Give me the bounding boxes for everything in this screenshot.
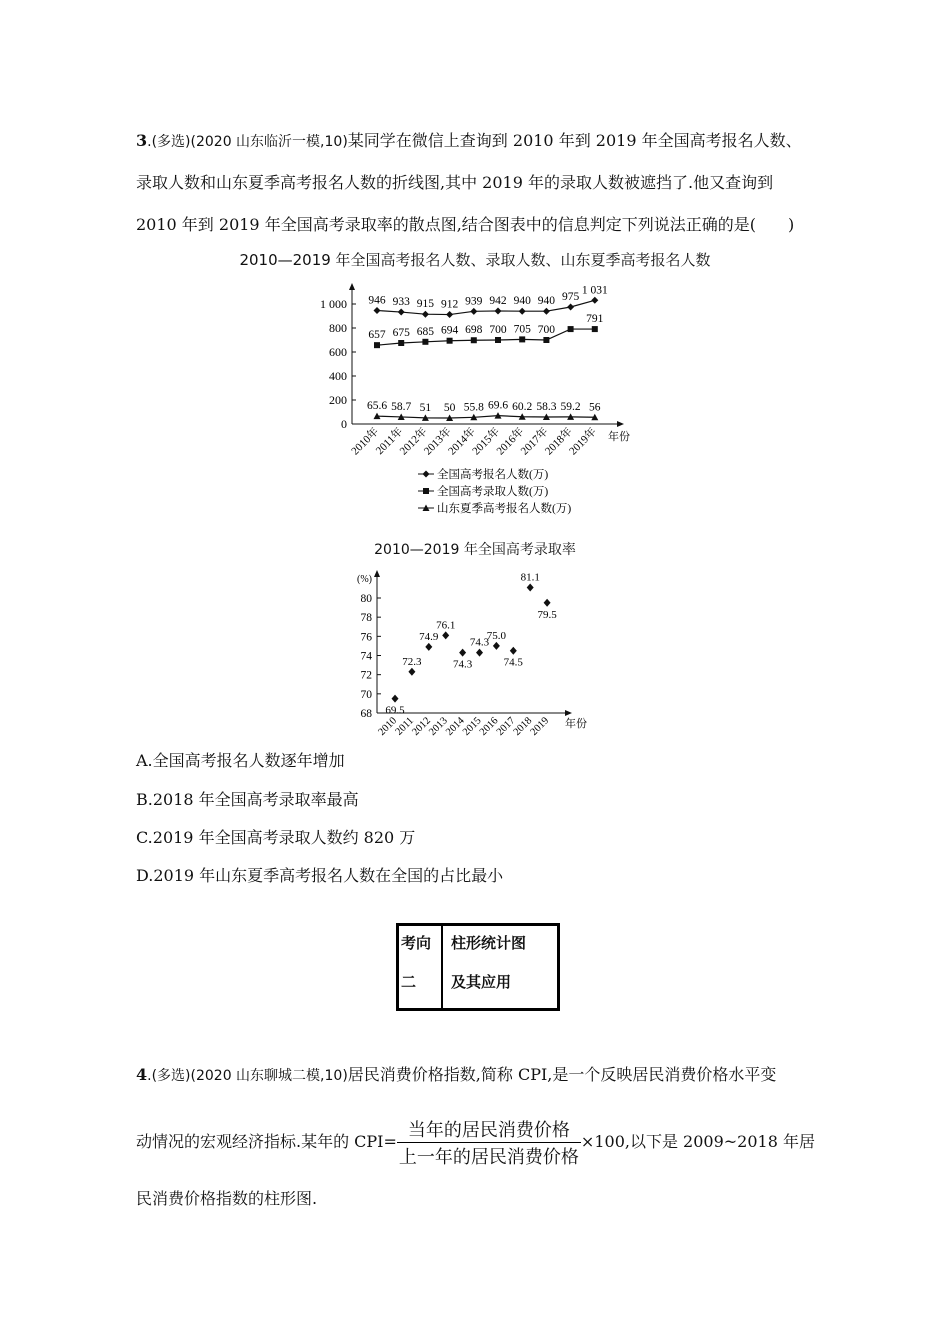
data-label: 940 xyxy=(537,295,556,308)
data-label: 60.2 xyxy=(512,400,533,413)
data-label: 705 xyxy=(513,323,531,336)
x-tick-label: 2019 xyxy=(528,715,552,738)
x-tick-label: 2018 xyxy=(511,715,535,738)
data-point xyxy=(425,643,432,651)
q4-text-2a: 动情况的宏观经济指标.某年的 CPI= xyxy=(136,1132,397,1151)
data-point xyxy=(543,308,550,315)
data-label: 58.3 xyxy=(536,401,557,414)
x-axis-arrow xyxy=(617,421,624,427)
x-tick-label: 2019年 xyxy=(567,425,599,458)
series-line xyxy=(377,416,595,418)
topic-label: 考向 xyxy=(401,934,432,952)
data-point xyxy=(567,304,574,311)
data-label: 56 xyxy=(589,401,601,414)
data-point xyxy=(510,647,517,655)
q4-line3: 民消费价格指数的柱形图. xyxy=(136,1189,318,1208)
data-point xyxy=(544,599,551,607)
data-point xyxy=(374,342,380,348)
y-tick-label: 70 xyxy=(360,688,372,701)
q4-text-2b: ×100,以下是 2009~2018 年居 xyxy=(580,1132,815,1151)
data-label: 69.6 xyxy=(487,399,509,412)
data-point xyxy=(495,337,501,343)
data-point xyxy=(493,642,500,650)
data-point xyxy=(568,326,574,332)
data-point xyxy=(495,307,502,314)
q3-number: 3 xyxy=(136,131,148,150)
q4-source: (2020 山东聊城二模,10) xyxy=(190,1068,348,1084)
data-label: 50 xyxy=(443,402,456,414)
scatter-chart-title: 2010—2019 年全国高考录取率 xyxy=(374,542,576,558)
y-tick-label: 68 xyxy=(360,708,372,720)
data-label: 685 xyxy=(416,325,435,338)
cpi-denominator: 上一年的居民消费价格 xyxy=(398,1147,579,1168)
data-point xyxy=(422,311,429,318)
topic-table-cell-2 xyxy=(442,925,559,1010)
data-label: 59.2 xyxy=(560,400,581,413)
x-tick-label: 2017 xyxy=(494,715,518,738)
q3-option-d: D.2019 年山东夏季高考报名人数在全国的占比最小 xyxy=(136,866,504,885)
y-tick-label: 800 xyxy=(329,321,347,335)
data-point xyxy=(398,340,404,346)
x-tick-label: 2011年 xyxy=(373,425,406,458)
q3-line3: 2010 年到 2019 年全国高考录取率的散点图,结合图表中的信息判定下列说法正确的是( ) xyxy=(136,215,795,234)
line-chart xyxy=(300,280,660,520)
y-axis-label: (%) xyxy=(357,574,372,585)
legend-marker xyxy=(423,471,430,478)
topic-table-cell-1 xyxy=(398,925,443,1010)
q4-tag: .(多选) xyxy=(147,1068,191,1084)
x-axis-arrow xyxy=(565,710,572,716)
x-axis-label: 年份 xyxy=(565,718,587,730)
legend-entry: 全国高考录取人数(万) xyxy=(437,486,549,498)
x-tick-label: 2012 xyxy=(410,715,433,738)
line-chart-title: 2010—2019 年全国高考报名人数、录取人数、山东夏季高考报名人数 xyxy=(239,251,711,269)
data-point xyxy=(591,297,598,304)
data-point xyxy=(476,649,483,657)
data-label: 51 xyxy=(419,401,432,414)
data-label: 65.6 xyxy=(366,400,388,413)
x-tick-label: 2016年 xyxy=(494,425,527,458)
data-label: 69.5 xyxy=(385,704,405,717)
y-tick-label: 72 xyxy=(360,669,372,682)
x-tick-label: 2013 xyxy=(427,715,450,738)
data-point xyxy=(408,668,415,676)
legend-entry: 全国高考报名人数(万) xyxy=(437,469,549,481)
x-tick-label: 2013年 xyxy=(421,425,454,458)
data-label: 939 xyxy=(465,295,483,308)
data-point xyxy=(470,308,477,315)
y-tick-label: 200 xyxy=(329,393,347,407)
data-label: 74.3 xyxy=(452,658,473,671)
y-tick-label: 400 xyxy=(329,369,347,383)
x-tick-label: 2010年 xyxy=(349,425,382,458)
topic-table xyxy=(396,923,560,1011)
data-point xyxy=(446,311,453,318)
y-tick-label: 600 xyxy=(329,345,347,359)
data-label: 75.0 xyxy=(486,629,507,642)
data-label: 79.5 xyxy=(537,608,557,621)
data-point xyxy=(527,583,534,591)
data-label: 675 xyxy=(392,327,410,339)
data-point xyxy=(447,338,453,344)
y-tick-label: 80 xyxy=(360,593,372,605)
data-label: 58.7 xyxy=(391,400,412,413)
topic-title-2: 及其应用 xyxy=(451,973,512,991)
cpi-fraction xyxy=(397,1116,581,1169)
scatter-chart xyxy=(345,568,605,748)
data-label: 74.9 xyxy=(419,630,439,643)
q3-source: (2020 山东临沂一模,10) xyxy=(190,134,348,150)
data-label: 74.5 xyxy=(503,656,523,669)
q3-tag: .(多选) xyxy=(147,134,191,150)
data-label: 915 xyxy=(416,298,435,311)
data-label: 975 xyxy=(561,291,580,303)
q3-option-a: A.全国高考报名人数逐年增加 xyxy=(136,751,345,770)
y-tick-label: 76 xyxy=(360,631,372,644)
q3-option-b: B.2018 年全国高考录取率最高 xyxy=(136,790,359,809)
data-label: 74.3 xyxy=(469,636,490,649)
data-point xyxy=(519,308,526,315)
data-point xyxy=(459,649,466,657)
q3-text-1: 某同学在微信上查询到 2010 年到 2019 年全国高考报名人数、 xyxy=(347,131,802,150)
data-label: 933 xyxy=(392,296,410,309)
data-point xyxy=(543,337,549,343)
legend-entry: 山东夏季高考报名人数(万) xyxy=(437,503,572,515)
data-label: 700 xyxy=(489,324,507,336)
x-tick-label: 2014 xyxy=(444,715,467,738)
data-label: 946 xyxy=(368,294,386,307)
q4-number: 4 xyxy=(136,1065,148,1084)
data-label: 657 xyxy=(368,329,386,342)
data-label: 1 031 xyxy=(581,284,608,297)
x-tick-label: 2016 xyxy=(477,715,501,738)
q3-line1 xyxy=(136,128,802,151)
y-axis-arrow xyxy=(374,570,380,577)
data-point xyxy=(374,307,381,314)
data-point xyxy=(592,326,598,332)
data-point xyxy=(392,695,399,703)
q4-line1 xyxy=(136,1062,776,1085)
legend-marker xyxy=(423,488,429,494)
x-tick-label: 2014年 xyxy=(446,425,478,458)
x-tick-label: 2015年 xyxy=(470,425,503,458)
y-tick-label: 1 000 xyxy=(320,297,347,311)
x-tick-label: 2012年 xyxy=(397,425,430,458)
data-label: 700 xyxy=(537,324,556,336)
data-label: 72.3 xyxy=(402,655,422,668)
y-tick-label: 78 xyxy=(360,612,372,625)
q3-option-c: C.2019 年全国高考录取人数约 820 万 xyxy=(136,828,416,847)
y-tick-label: 74 xyxy=(360,650,372,663)
data-point xyxy=(519,336,525,342)
q4-text-1: 居民消费价格指数,简称 CPI,是一个反映居民消费价格水平变 xyxy=(347,1065,777,1084)
data-label: 912 xyxy=(440,298,459,311)
x-tick-label: 2015 xyxy=(460,715,484,738)
data-point xyxy=(422,339,428,345)
topic-index: 二 xyxy=(401,973,417,991)
data-point xyxy=(398,309,405,316)
data-label: 76.1 xyxy=(436,619,456,632)
x-axis-label: 年份 xyxy=(608,431,630,443)
data-label: 940 xyxy=(513,295,531,308)
y-axis-arrow xyxy=(349,283,355,290)
x-tick-label: 2011 xyxy=(393,715,417,738)
data-label: 942 xyxy=(489,294,507,307)
data-point xyxy=(442,631,449,639)
data-label: 698 xyxy=(465,324,483,337)
x-tick-label: 2010 xyxy=(376,715,400,738)
topic-title: 柱形统计图 xyxy=(451,934,527,952)
q3-line2: 录取人数和山东夏季高考报名人数的折线图,其中 2019 年的录取人数被遮挡了.他又查询到 xyxy=(136,173,774,192)
x-tick-label: 2018年 xyxy=(542,425,575,458)
data-label: 791 xyxy=(586,313,604,326)
data-label: 55.8 xyxy=(463,401,484,414)
y-tick-label: 0 xyxy=(341,417,347,431)
data-point xyxy=(471,337,477,343)
data-label: 81.1 xyxy=(520,571,540,584)
data-label: 694 xyxy=(440,324,459,337)
x-tick-label: 2017年 xyxy=(518,425,551,458)
cpi-numerator: 当年的居民消费价格 xyxy=(397,1116,581,1143)
q4-line2 xyxy=(136,1116,815,1169)
